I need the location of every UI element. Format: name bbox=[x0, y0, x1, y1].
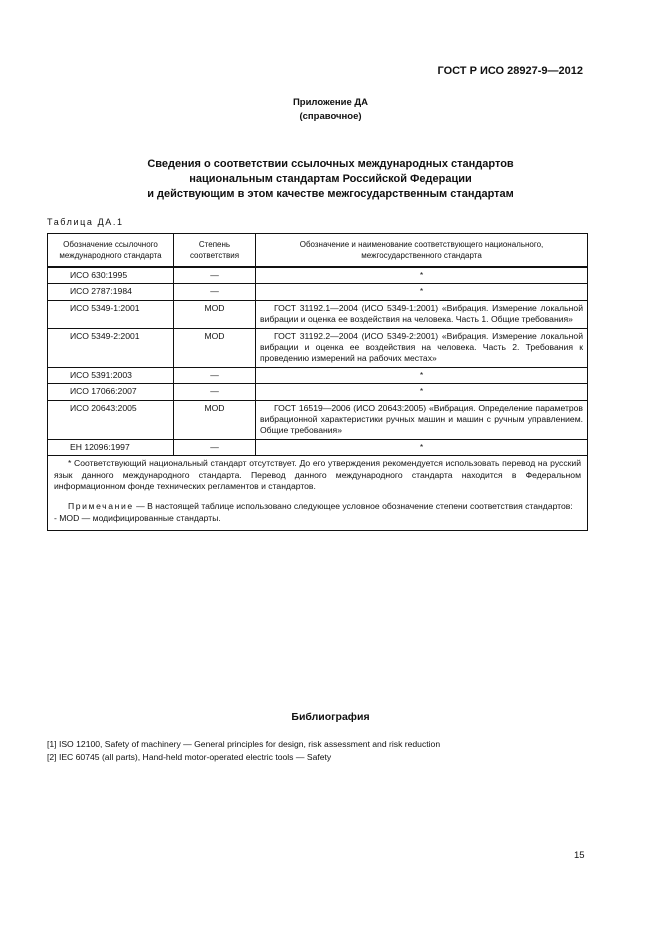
annex-subtitle: (справочное) bbox=[299, 111, 362, 122]
table-row bbox=[48, 367, 588, 383]
cell-national: ГОСТ 31192.2—2004 (ИСО 5349-2:2001) «Вибрация. Измерение локальной вибрации и оценка ее воздействия на человека. Часть 2. Требования к проведению измерений на рабочих местах» bbox=[256, 328, 588, 367]
cell-standard: ЕН 12096:1997 bbox=[48, 439, 174, 455]
page-number: 15 bbox=[574, 850, 585, 861]
table-row bbox=[48, 328, 588, 367]
table-row bbox=[48, 400, 588, 439]
note-text: — В настоящей таблице использовано следующее условное обозначение степени соответствия стандартов: bbox=[136, 501, 573, 512]
table-row bbox=[48, 384, 588, 400]
cell-national: * bbox=[256, 367, 588, 383]
cell-degree: MOD bbox=[174, 400, 256, 439]
cell-standard: ИСО 5349-2:2001 bbox=[48, 328, 174, 367]
title-line-3: и действующим в этом качестве межгосударственным стандартам bbox=[147, 188, 514, 200]
cell-degree: — bbox=[174, 367, 256, 383]
header-national-standard: Обозначение и наименование соответствующего национального, межгосударственного стандарта bbox=[256, 234, 588, 268]
cell-degree: — bbox=[174, 384, 256, 400]
cell-national: * bbox=[256, 284, 588, 300]
table-note bbox=[54, 501, 581, 513]
table-row bbox=[48, 439, 588, 455]
cell-national: ГОСТ 31192.1—2004 (ИСО 5349-1:2001) «Вибрация. Измерение локальной вибрации и оценка ее воздействия на человека. Часть 1. Общие требования» bbox=[256, 300, 588, 328]
title-line-1: Сведения о соответствии ссылочных международных стандартов bbox=[147, 158, 514, 170]
cell-standard: ИСО 2787:1984 bbox=[48, 284, 174, 300]
note-label: Примечание bbox=[68, 501, 134, 512]
cell-degree: MOD bbox=[174, 328, 256, 367]
cell-degree: — bbox=[174, 439, 256, 455]
cell-standard: ИСО 17066:2007 bbox=[48, 384, 174, 400]
table-footnote: * Соответствующий национальный стандарт отсутствует. До его утверждения рекомендуется использовать перевод на русский язык данного международного стандарта. Перевод данного международного стандарта находится в Федеральном информационном фонде технических регламентов и стандартов. bbox=[54, 458, 581, 492]
cell-degree: — bbox=[174, 284, 256, 300]
header-international-standard: Обозначение ссылочного международного стандарта bbox=[48, 234, 174, 268]
cell-standard: ИСО 630:1995 bbox=[48, 267, 174, 284]
bibliography-item: [1] ISO 12100, Safety of machinery — General principles for design, risk assessment and risk reduction bbox=[47, 739, 441, 749]
table-footnote-row bbox=[48, 456, 588, 531]
annex-main-title bbox=[0, 157, 661, 202]
annex-title: Приложение ДА bbox=[292, 97, 369, 108]
table-label: Таблица ДА.1 bbox=[47, 217, 124, 227]
cell-national: * bbox=[256, 384, 588, 400]
table-row bbox=[48, 267, 588, 284]
title-line-2: национальным стандартам Российской Федерации bbox=[189, 173, 472, 185]
cell-national: ГОСТ 16519—2006 (ИСО 20643:2005) «Вибрация. Определение параметров вибрационной характеристики ручных машин и машин с ручным управлением. Общие требования» bbox=[256, 400, 588, 439]
header-degree: Степень соответствия bbox=[174, 234, 256, 268]
annex-heading bbox=[0, 96, 661, 124]
cell-national: * bbox=[256, 439, 588, 455]
table-row bbox=[48, 300, 588, 328]
cell-standard: ИСО 5391:2003 bbox=[48, 367, 174, 383]
note-item: - MOD — модифицированные стандарты. bbox=[54, 512, 221, 523]
table-header-row bbox=[48, 234, 588, 268]
cell-standard: ИСО 20643:2005 bbox=[48, 400, 174, 439]
table-row bbox=[48, 284, 588, 300]
cell-standard: ИСО 5349-1:2001 bbox=[48, 300, 174, 328]
cell-national: * bbox=[256, 267, 588, 284]
correspondence-table bbox=[47, 233, 588, 531]
table-footnote-cell bbox=[48, 456, 588, 531]
document-code: ГОСТ Р ИСО 28927-9—2012 bbox=[437, 65, 583, 77]
bibliography-item: [2] IEC 60745 (all parts), Hand-held motor-operated electric tools — Safety bbox=[47, 752, 332, 762]
cell-degree: — bbox=[174, 267, 256, 284]
cell-degree: MOD bbox=[174, 300, 256, 328]
bibliography-title: Библиография bbox=[291, 711, 370, 723]
